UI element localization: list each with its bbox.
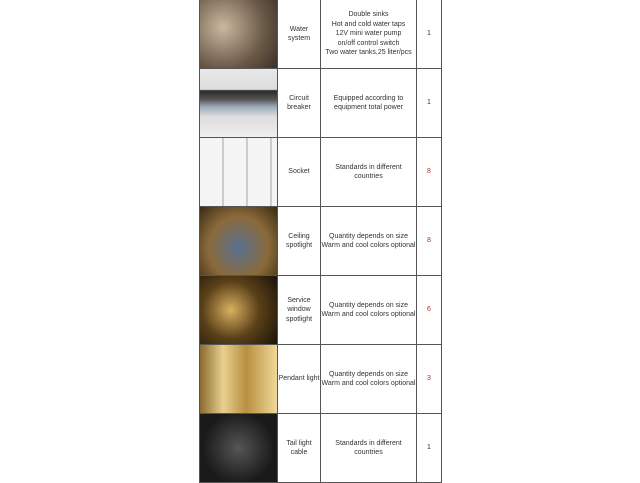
product-photo [200, 69, 277, 137]
product-photo-cell [200, 207, 278, 276]
item-name: Water system [278, 0, 321, 69]
item-quantity: 8 [417, 207, 442, 276]
item-name: Circuit breaker [278, 69, 321, 138]
table-row [200, 414, 442, 483]
item-quantity: 1 [417, 69, 442, 138]
description-line: Quantity depends on size [329, 370, 408, 378]
item-description [321, 0, 417, 69]
item-quantity: 3 [417, 345, 442, 414]
product-photo [200, 207, 277, 275]
item-name: Ceiling spotlight [278, 207, 321, 276]
description-line: Standards in different countries [335, 163, 402, 180]
product-photo [200, 276, 277, 344]
equipment-table [199, 0, 442, 483]
product-photo [200, 0, 277, 68]
product-photo [200, 138, 277, 206]
table-row [200, 69, 442, 138]
table-row [200, 345, 442, 414]
table-row [200, 276, 442, 345]
item-quantity: 1 [417, 414, 442, 483]
product-photo-cell [200, 345, 278, 414]
item-name: Pendant light [278, 345, 321, 414]
item-quantity: 8 [417, 138, 442, 207]
item-quantity: 6 [417, 276, 442, 345]
description-line: Hot and cold water taps [331, 20, 406, 28]
description-line: 12V mini water pump [335, 30, 402, 38]
description-line: Warm and cool colors optional [321, 242, 416, 249]
description-line: Two water tanks,25 liter/pcs [325, 49, 412, 57]
product-photo-cell [200, 138, 278, 207]
item-description [321, 414, 417, 483]
product-photo-cell [200, 414, 278, 483]
table-row [200, 138, 442, 207]
item-description [321, 345, 417, 414]
product-photo-cell [200, 276, 278, 345]
item-description [321, 276, 417, 345]
item-description [321, 138, 417, 207]
item-name: Socket [278, 138, 321, 207]
product-photo [200, 345, 277, 413]
item-description [321, 69, 417, 138]
table-row [200, 207, 442, 276]
description-line: Equipped according to [333, 94, 404, 102]
item-quantity: 1 [417, 0, 442, 69]
description-line: equipment total power [334, 104, 403, 111]
description-line: Double sinks [348, 11, 389, 19]
product-photo-cell [200, 0, 278, 69]
table-row [200, 0, 442, 69]
item-name: Service window spotlight [278, 276, 321, 345]
description-line: Warm and cool colors optional [321, 380, 416, 387]
description-line: Quantity depends on size [329, 232, 408, 240]
description-line: on/off control switch [337, 39, 400, 47]
product-photo-cell [200, 69, 278, 138]
product-photo [200, 414, 277, 482]
item-description [321, 207, 417, 276]
description-line: Quantity depends on size [329, 301, 408, 309]
description-line: Warm and cool colors optional [321, 311, 416, 318]
item-name: Tail light cable [278, 414, 321, 483]
description-line: Standards in different countries [335, 439, 402, 456]
